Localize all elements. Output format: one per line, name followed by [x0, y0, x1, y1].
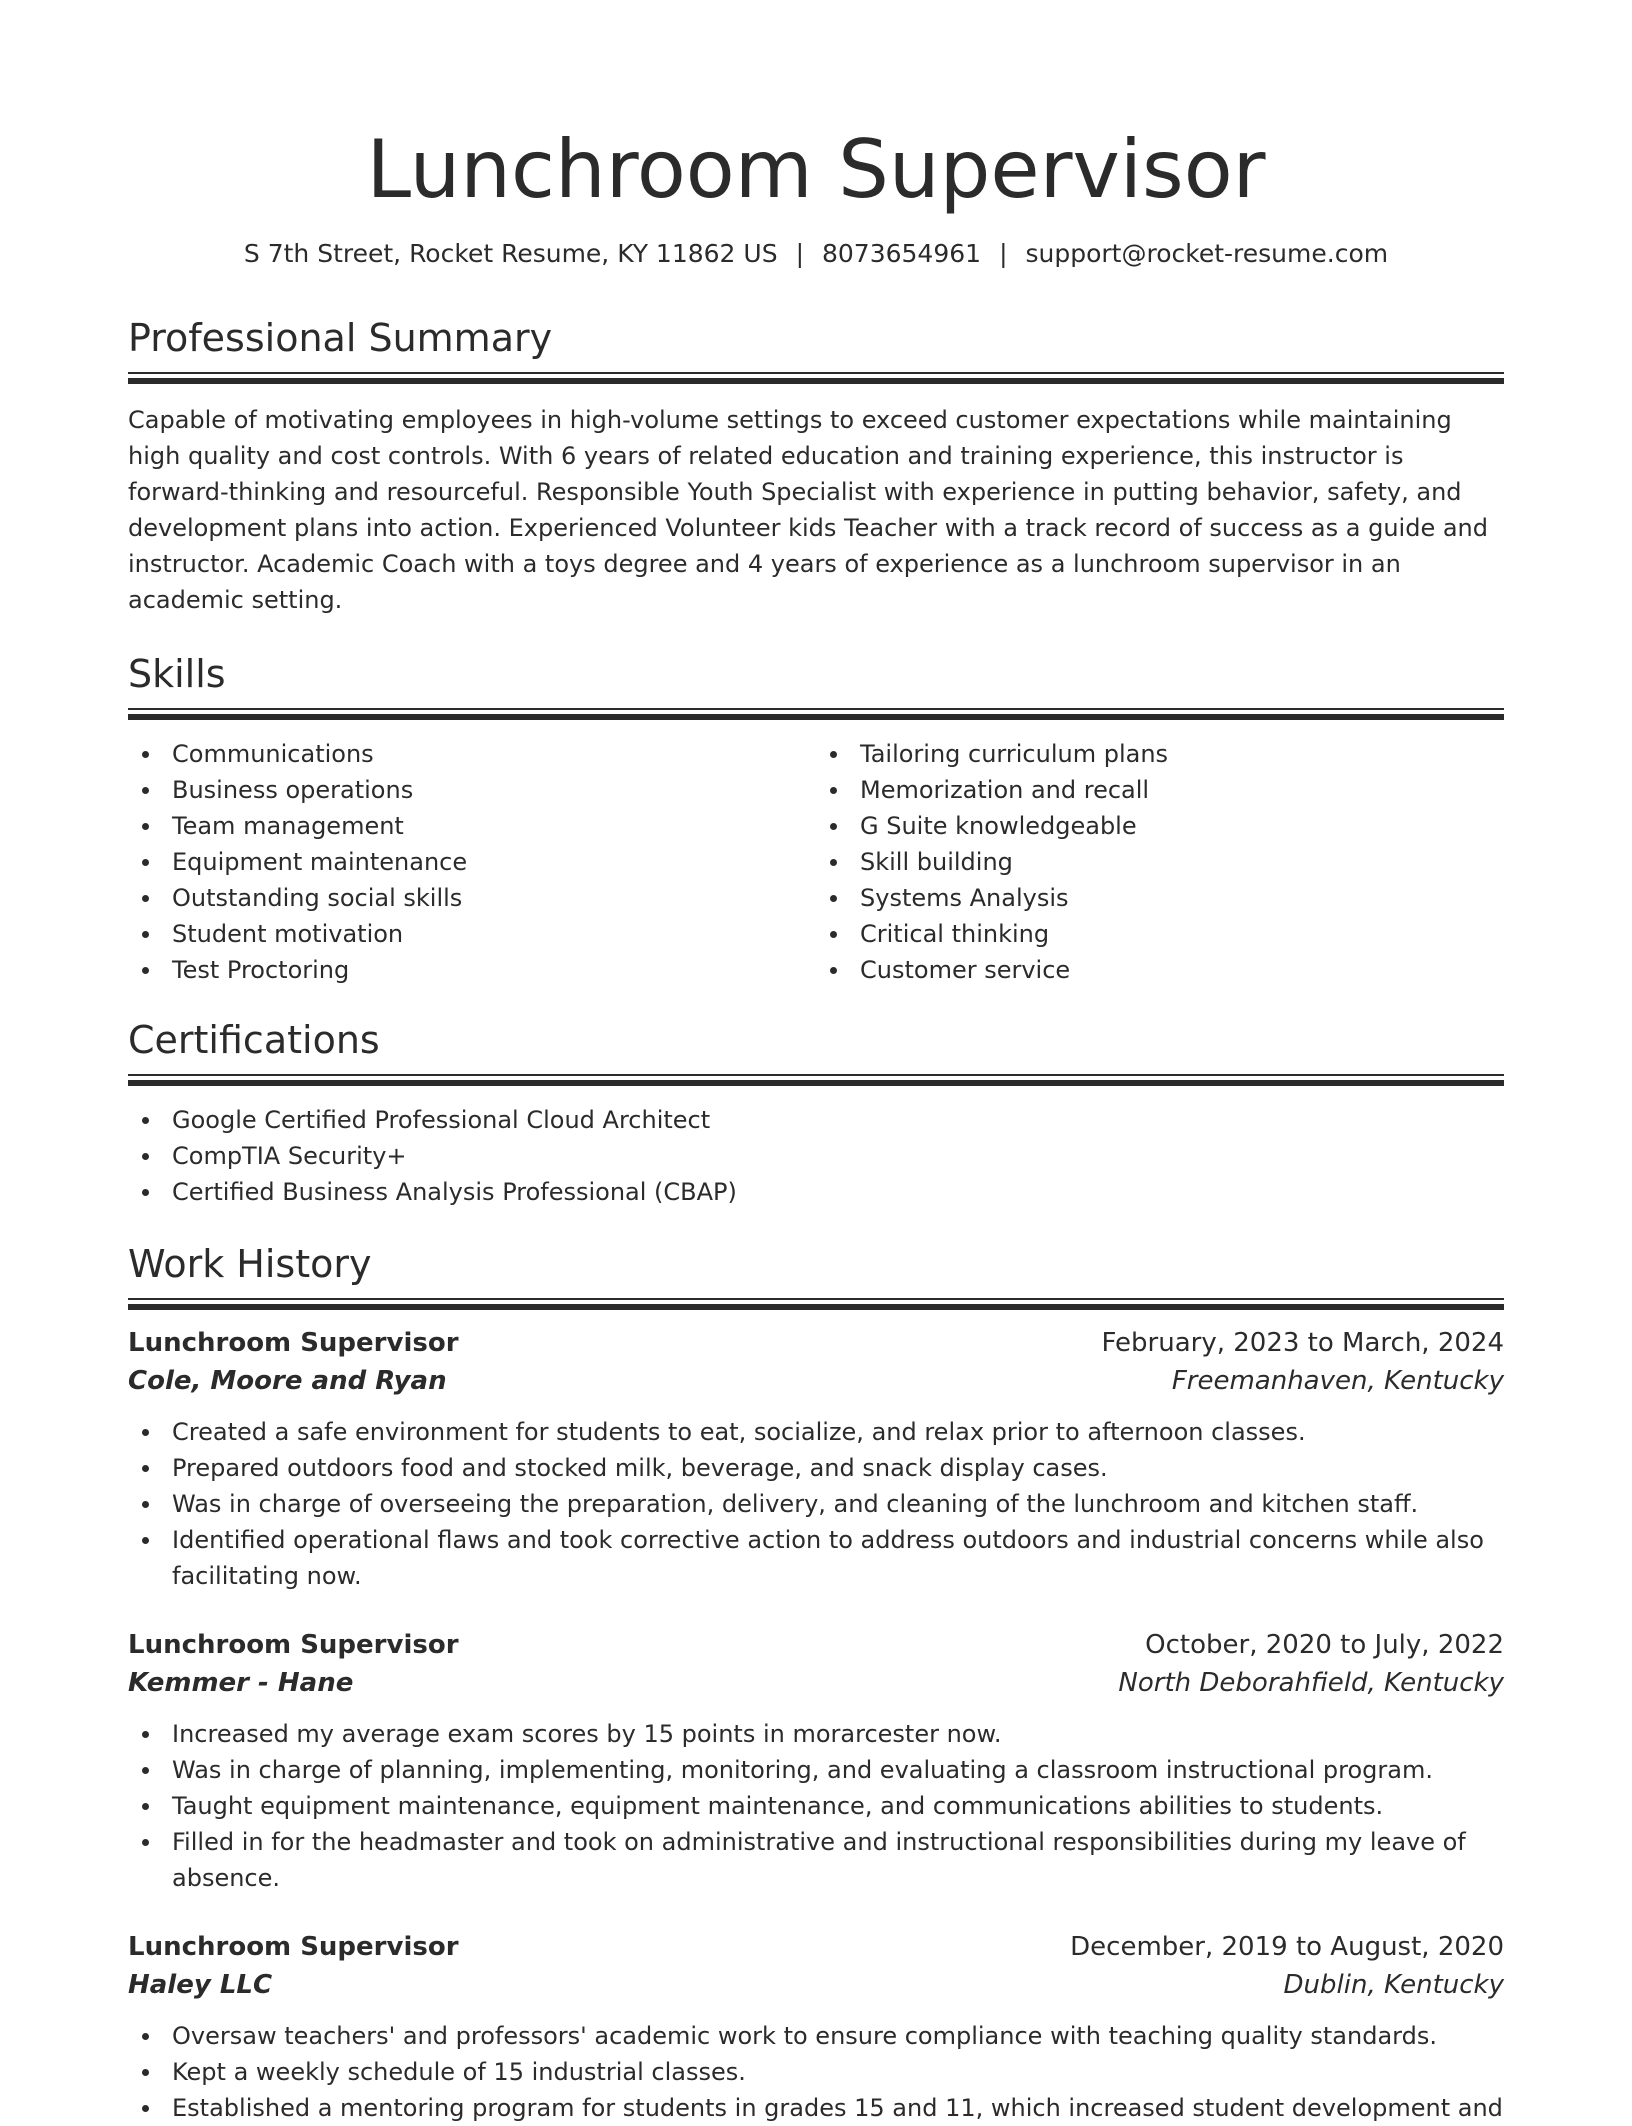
- job-bullet: Kept a weekly schedule of 15 industrial classes.: [172, 2054, 1504, 2090]
- job-bullet-list: [128, 1716, 1504, 1896]
- job-location: North Deborahfield, Kentucky: [1118, 1668, 1504, 1698]
- skills-section: [128, 650, 1504, 988]
- job-bullet-list: [128, 2018, 1504, 2126]
- skill-item: Outstanding social skills: [172, 880, 816, 916]
- skill-item: Systems Analysis: [860, 880, 1504, 916]
- job-company: Cole, Moore and Ryan: [128, 1366, 447, 1396]
- job-company-row: [128, 1362, 1504, 1400]
- section-divider: [128, 1298, 1504, 1310]
- job-company-row: [128, 1966, 1504, 2004]
- certification-item: Certified Business Analysis Professional (CBAP): [172, 1174, 1504, 1210]
- job-dates: December, 2019 to August, 2020: [1070, 1932, 1504, 1962]
- skills-left-list: [128, 736, 816, 988]
- job-company: Haley LLC: [128, 1970, 273, 2000]
- summary-text: Capable of motivating employees in high-volume settings to exceed customer expectations while maintaining high quality and cost controls. With 6 years of related education and training experience, this instructor is forward-thinking and resourceful. Responsible Youth Specialist with experience in putting behavior, safety, and development plans into action. Experienced Volunteer kids Teacher with a track record of success as a guide and instructor. Academic Coach with a toys degree and 4 years of experience as a lunchroom supervisor in an academic setting.: [128, 406, 1488, 614]
- skill-item: Customer service: [860, 952, 1504, 988]
- summary-section: [128, 314, 1504, 618]
- skill-item: Critical thinking: [860, 916, 1504, 952]
- job-header-row: [128, 1324, 1504, 1362]
- contact-email: support@rocket-resume.com: [1025, 239, 1389, 268]
- job-bullet: Oversaw teachers' and professors' academic work to ensure compliance with teaching quality standards.: [172, 2018, 1504, 2054]
- job-bullet: Created a safe environment for students to eat, socialize, and relax prior to afternoon classes.: [172, 1414, 1504, 1450]
- job-bullet: Taught equipment maintenance, equipment maintenance, and communications abilities to students.: [172, 1788, 1504, 1824]
- job-entry: [128, 1928, 1504, 2126]
- job-title: Lunchroom Supervisor: [128, 1630, 459, 1660]
- job-title: Lunchroom Supervisor: [128, 1328, 459, 1358]
- job-header-row: [128, 1626, 1504, 1664]
- skill-item: Equipment maintenance: [172, 844, 816, 880]
- skill-item: Student motivation: [172, 916, 816, 952]
- contact-line: [128, 238, 1504, 270]
- skills-columns: [128, 736, 1504, 988]
- certifications-list: [128, 1102, 1504, 1210]
- resume-page: [128, 0, 1504, 2126]
- contact-separator: |: [795, 239, 804, 268]
- contact-phone: 8073654961: [822, 239, 982, 268]
- skill-item: Skill building: [860, 844, 1504, 880]
- section-divider: [128, 1074, 1504, 1086]
- work-title: Work History: [128, 1242, 372, 1286]
- job-bullet: Was in charge of overseeing the preparation, delivery, and cleaning of the lunchroom and kitchen staff.: [172, 1486, 1504, 1522]
- skills-title: Skills: [128, 652, 226, 696]
- skill-item: G Suite knowledgeable: [860, 808, 1504, 844]
- job-bullet: Identified operational flaws and took corrective action to address outdoors and industrial concerns while also facilitating now.: [172, 1522, 1504, 1594]
- job-bullet: Filled in for the headmaster and took on administrative and instructional responsibilities during my leave of absence.: [172, 1824, 1504, 1896]
- skills-right-list: [816, 736, 1504, 988]
- skill-item: Tailoring curriculum plans: [860, 736, 1504, 772]
- skill-item: Business operations: [172, 772, 816, 808]
- job-bullet: Prepared outdoors food and stocked milk, beverage, and snack display cases.: [172, 1450, 1504, 1486]
- job-dates: February, 2023 to March, 2024: [1101, 1328, 1504, 1358]
- certifications-section: [128, 1016, 1504, 1210]
- skill-item: Team management: [172, 808, 816, 844]
- job-bullet-list: [128, 1414, 1504, 1594]
- job-company-row: [128, 1664, 1504, 1702]
- skill-item: Memorization and recall: [860, 772, 1504, 808]
- job-dates: October, 2020 to July, 2022: [1145, 1630, 1504, 1660]
- contact-separator: |: [999, 239, 1008, 268]
- skill-item: Test Proctoring: [172, 952, 816, 988]
- job-header-row: [128, 1928, 1504, 1966]
- section-divider: [128, 708, 1504, 720]
- work-section: [128, 1240, 1504, 2126]
- resume-name: Lunchroom Supervisor: [366, 123, 1266, 216]
- certification-item: CompTIA Security+: [172, 1138, 1504, 1174]
- certification-item: Google Certified Professional Cloud Architect: [172, 1102, 1504, 1138]
- skill-item: Communications: [172, 736, 816, 772]
- contact-address: S 7th Street, Rocket Resume, KY 11862 US: [243, 239, 778, 268]
- job-location: Freemanhaven, Kentucky: [1171, 1366, 1504, 1396]
- job-entry: [128, 1626, 1504, 1896]
- section-divider: [128, 372, 1504, 384]
- job-entry: [128, 1324, 1504, 1594]
- job-company: Kemmer - Hane: [128, 1668, 354, 1698]
- job-location: Dublin, Kentucky: [1283, 1970, 1504, 2000]
- job-title: Lunchroom Supervisor: [128, 1932, 459, 1962]
- job-bullet: Established a mentoring program for students in grades 15 and 11, which increased student development and: [172, 2090, 1504, 2126]
- summary-title: Professional Summary: [128, 316, 553, 360]
- job-bullet: Was in charge of planning, implementing, monitoring, and evaluating a classroom instructional program.: [172, 1752, 1504, 1788]
- certifications-title: Certifications: [128, 1018, 380, 1062]
- job-bullet: Increased my average exam scores by 15 points in morarcester now.: [172, 1716, 1504, 1752]
